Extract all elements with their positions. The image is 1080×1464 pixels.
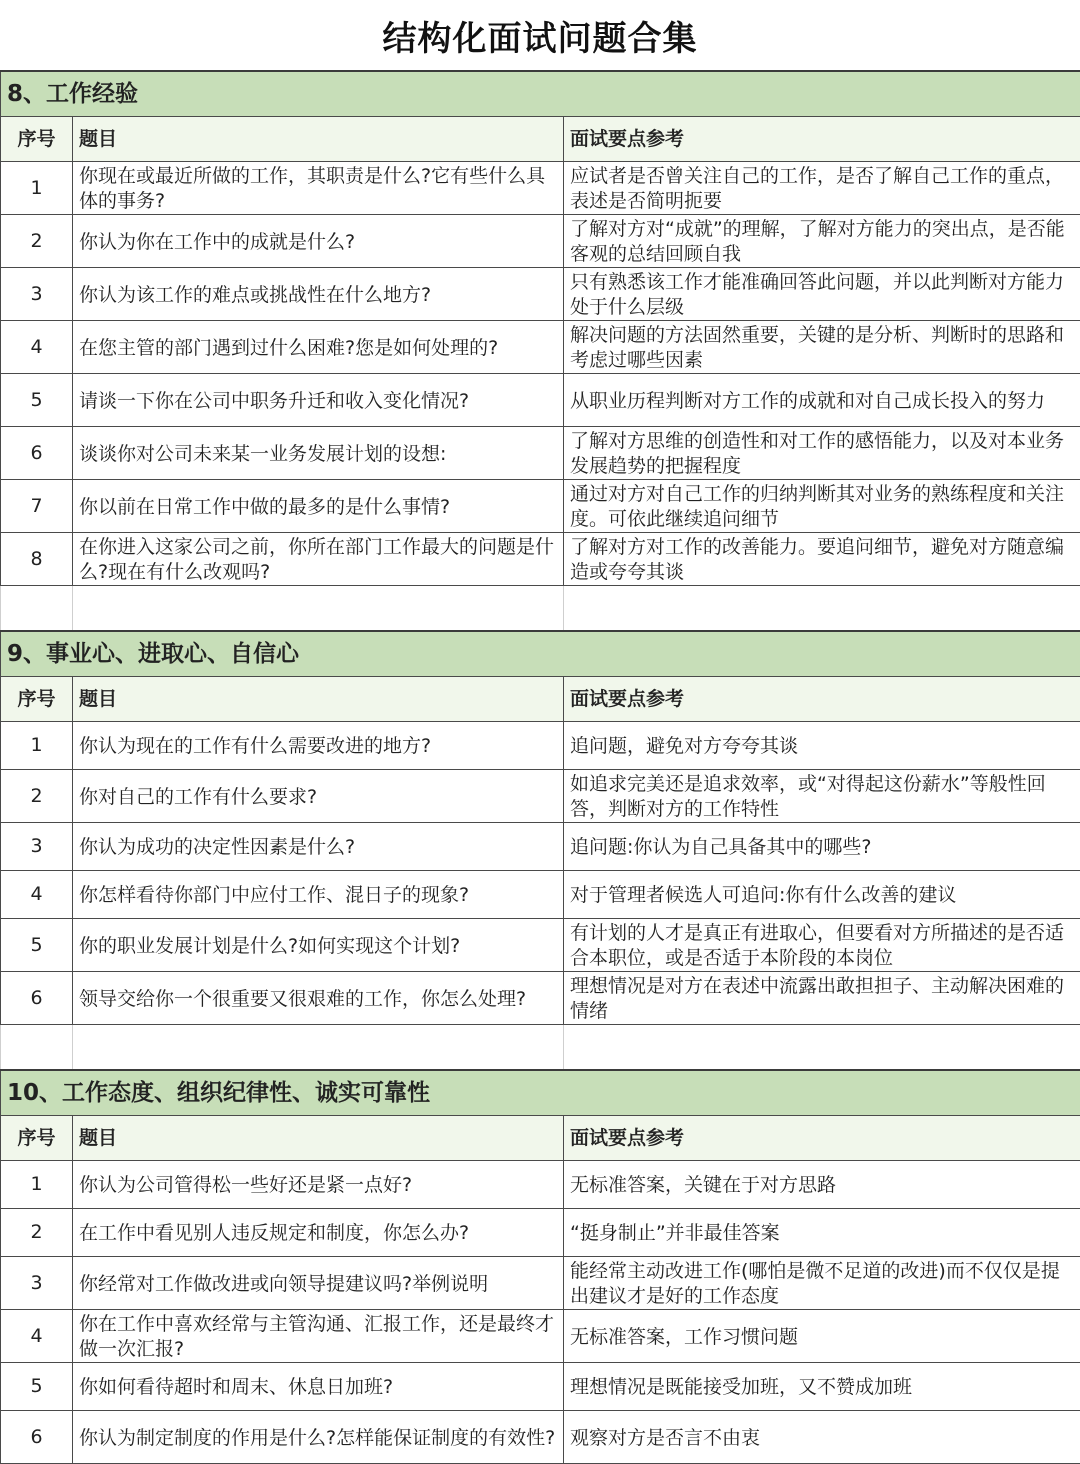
- table-row: [1, 215, 1080, 268]
- question-cell: 你认为现在的工作有什么需要改进的地方?: [73, 722, 564, 770]
- section-heading-row: [1, 71, 1080, 117]
- reference-cell: 如追求完美还是追求效率，或“对得起这份薪水”等般性回答，判断对方的工作特性: [564, 770, 1080, 823]
- page-title: 结构化面试问题合集: [0, 0, 1080, 70]
- row-number: 4: [1, 871, 73, 919]
- table-row: [1, 427, 1080, 480]
- section-heading: 8、工作经验: [1, 71, 1080, 117]
- header-reference: 面试要点参考: [564, 1116, 1080, 1161]
- table-row: [1, 1161, 1080, 1209]
- reference-cell: 了解对方对“成就”的理解，了解对方能力的突出点，是否能客观的总结回顾自我: [564, 215, 1080, 268]
- table-row: [1, 321, 1080, 374]
- empty-cell: [564, 1025, 1080, 1071]
- section-heading: 10、工作态度、组织纪律性、诚实可靠性: [1, 1070, 1080, 1116]
- table-row: [1, 1363, 1080, 1411]
- reference-cell: 有计划的人才是真正有进取心，但要看对方所描述的是否适合本职位，或是否适于本阶段的本岗位: [564, 919, 1080, 972]
- row-number: 1: [1, 162, 73, 215]
- question-cell: 你在工作中喜欢经常与主管沟通、汇报工作，还是最终才做一次汇报?: [73, 1310, 564, 1363]
- header-row: [1, 677, 1080, 722]
- section-heading-row: [1, 1070, 1080, 1116]
- empty-cell: [1, 586, 73, 632]
- empty-cell: [564, 586, 1080, 632]
- header-question: 题目: [73, 1116, 564, 1161]
- question-table: [0, 70, 1080, 1464]
- reference-cell: 了解对方对工作的改善能力。要追问细节，避免对方随意编造或夸夸其谈: [564, 533, 1080, 586]
- row-number: 6: [1, 1411, 73, 1464]
- header-question: 题目: [73, 117, 564, 162]
- question-cell: 领导交给你一个很重要又很艰难的工作，你怎么处理?: [73, 972, 564, 1025]
- question-cell: 你认为成功的决定性因素是什么?: [73, 823, 564, 871]
- question-cell: 你的职业发展计划是什么?如何实现这个计划?: [73, 919, 564, 972]
- reference-cell: 能经常主动改进工作(哪怕是微不足道的改进)而不仅仅是提出建议才是好的工作态度: [564, 1257, 1080, 1310]
- question-cell: 请谈一下你在公司中职务升迁和收入变化情况?: [73, 374, 564, 427]
- question-cell: 你对自己的工作有什么要求?: [73, 770, 564, 823]
- row-number: 2: [1, 1209, 73, 1257]
- table-row: [1, 480, 1080, 533]
- question-cell: 你现在或最近所做的工作，其职责是什么?它有些什么具体的事务?: [73, 162, 564, 215]
- table-row: [1, 1209, 1080, 1257]
- table-row: [1, 1257, 1080, 1310]
- reference-cell: 应试者是否曾关注自己的工作，是否了解自己工作的重点，表述是否简明扼要: [564, 162, 1080, 215]
- header-row: [1, 117, 1080, 162]
- row-number: 3: [1, 268, 73, 321]
- header-row: [1, 1116, 1080, 1161]
- reference-cell: 通过对方对自己工作的归纳判断其对业务的熟练程度和关注度。可依此继续追问细节: [564, 480, 1080, 533]
- row-number: 4: [1, 1310, 73, 1363]
- table-row: [1, 722, 1080, 770]
- question-cell: 你经常对工作做改进或向领导提建议吗?举例说明: [73, 1257, 564, 1310]
- table-row: [1, 871, 1080, 919]
- reference-cell: 解决问题的方法固然重要，关键的是分析、判断时的思路和考虑过哪些因素: [564, 321, 1080, 374]
- row-number: 2: [1, 215, 73, 268]
- row-number: 7: [1, 480, 73, 533]
- row-number: 5: [1, 374, 73, 427]
- reference-cell: 了解对方思维的创造性和对工作的感悟能力，以及对本业务发展趋势的把握程度: [564, 427, 1080, 480]
- row-number: 3: [1, 1257, 73, 1310]
- reference-cell: 追问题，避免对方夸夸其谈: [564, 722, 1080, 770]
- table-row: [1, 1310, 1080, 1363]
- reference-cell: 从职业历程判断对方工作的成就和对自己成长投入的努力: [564, 374, 1080, 427]
- row-number: 6: [1, 427, 73, 480]
- table-row: [1, 268, 1080, 321]
- table-row: [1, 162, 1080, 215]
- question-cell: 你认为制定制度的作用是什么?怎样能保证制度的有效性?: [73, 1411, 564, 1464]
- row-number: 8: [1, 533, 73, 586]
- header-question: 题目: [73, 677, 564, 722]
- question-cell: 在您主管的部门遇到过什么困难?您是如何处理的?: [73, 321, 564, 374]
- table-row: [1, 972, 1080, 1025]
- empty-cell: [73, 1025, 564, 1071]
- row-number: 4: [1, 321, 73, 374]
- table-row: [1, 919, 1080, 972]
- reference-cell: 无标准答案，工作习惯问题: [564, 1310, 1080, 1363]
- question-cell: 你以前在日常工作中做的最多的是什么事情?: [73, 480, 564, 533]
- table-row: [1, 1411, 1080, 1464]
- question-cell: 在工作中看见别人违反规定和制度，你怎么办?: [73, 1209, 564, 1257]
- empty-cell: [73, 586, 564, 632]
- spacer-row: [1, 586, 1080, 632]
- table-row: [1, 374, 1080, 427]
- question-cell: 你认为公司管得松一些好还是紧一点好?: [73, 1161, 564, 1209]
- question-cell: 你认为你在工作中的成就是什么?: [73, 215, 564, 268]
- question-cell: 你如何看待超时和周末、休息日加班?: [73, 1363, 564, 1411]
- header-num: 序号: [1, 1116, 73, 1161]
- row-number: 5: [1, 919, 73, 972]
- reference-cell: 观察对方是否言不由衷: [564, 1411, 1080, 1464]
- reference-cell: “挺身制止”并非最佳答案: [564, 1209, 1080, 1257]
- row-number: 3: [1, 823, 73, 871]
- header-num: 序号: [1, 677, 73, 722]
- row-number: 1: [1, 722, 73, 770]
- question-cell: 你认为该工作的难点或挑战性在什么地方?: [73, 268, 564, 321]
- question-cell: 在你进入这家公司之前，你所在部门工作最大的问题是什么?现在有什么改观吗?: [73, 533, 564, 586]
- reference-cell: 无标准答案，关键在于对方思路: [564, 1161, 1080, 1209]
- question-cell: 你怎样看待你部门中应付工作、混日子的现象?: [73, 871, 564, 919]
- section-heading: 9、事业心、进取心、自信心: [1, 631, 1080, 677]
- table-row: [1, 533, 1080, 586]
- table-row: [1, 823, 1080, 871]
- spacer-row: [1, 1025, 1080, 1071]
- question-cell: 谈谈你对公司未来某一业务发展计划的设想:: [73, 427, 564, 480]
- reference-cell: 理想情况是对方在表述中流露出敢担担子、主动解决困难的情绪: [564, 972, 1080, 1025]
- reference-cell: 只有熟悉该工作才能准确回答此问题，并以此判断对方能力处于什么层级: [564, 268, 1080, 321]
- row-number: 2: [1, 770, 73, 823]
- reference-cell: 理想情况是既能接受加班，又不赞成加班: [564, 1363, 1080, 1411]
- header-reference: 面试要点参考: [564, 677, 1080, 722]
- table-row: [1, 770, 1080, 823]
- empty-cell: [1, 1025, 73, 1071]
- row-number: 1: [1, 1161, 73, 1209]
- header-num: 序号: [1, 117, 73, 162]
- header-reference: 面试要点参考: [564, 117, 1080, 162]
- row-number: 5: [1, 1363, 73, 1411]
- reference-cell: 追问题:你认为自己具备其中的哪些?: [564, 823, 1080, 871]
- reference-cell: 对于管理者候选人可追问:你有什么改善的建议: [564, 871, 1080, 919]
- row-number: 6: [1, 972, 73, 1025]
- section-heading-row: [1, 631, 1080, 677]
